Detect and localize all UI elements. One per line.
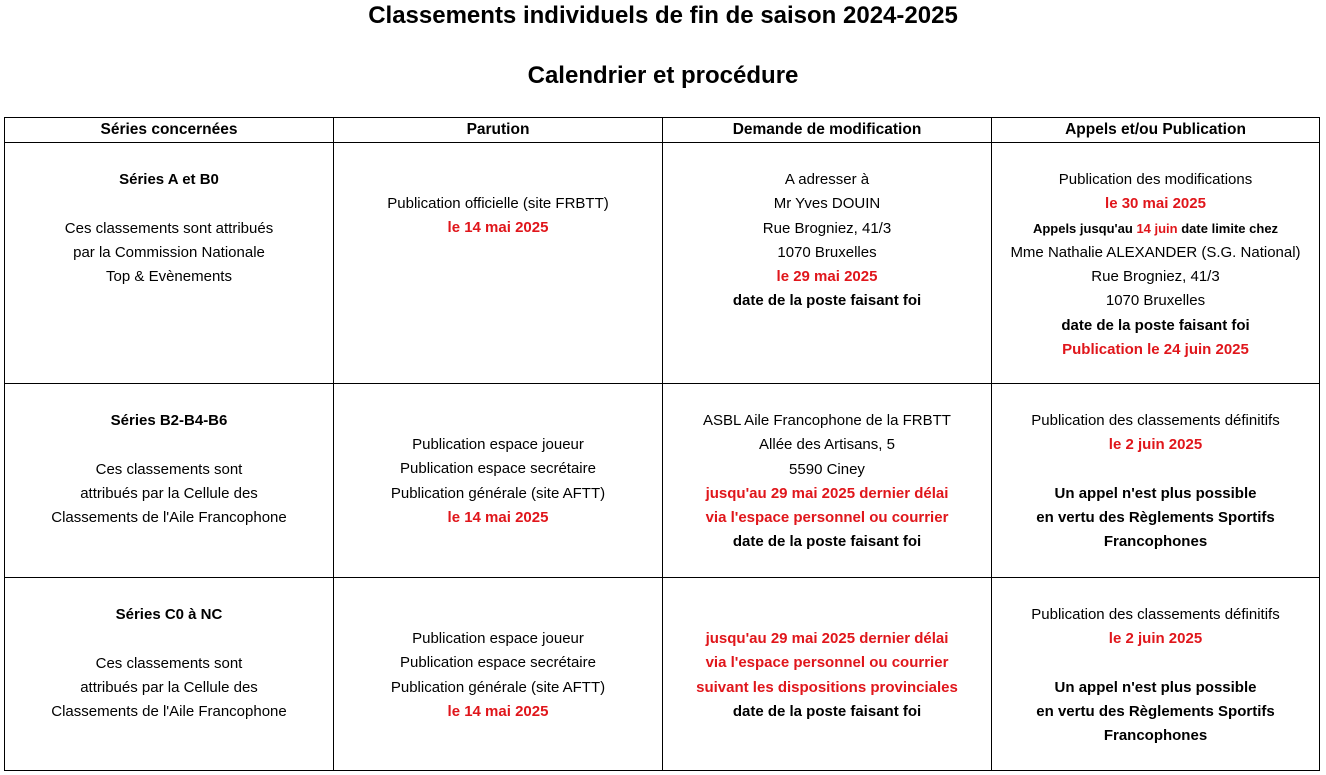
parution-line: Publication espace secrétaire — [400, 654, 596, 672]
demande-note: date de la poste faisant foi — [732, 533, 922, 551]
series-description-line: attribués par la Cellule des — [80, 678, 258, 696]
appels-date: le 30 mai 2025 — [1105, 195, 1206, 213]
appels-line: Mme Nathalie ALEXANDER (S.G. National) — [1010, 243, 1301, 261]
series-description-line: Ces classements sont attribués — [64, 219, 274, 237]
demande-deadline: jusqu'au 29 mai 2025 dernier délai — [705, 484, 949, 502]
appels-line: Publication des classements définitifs — [1031, 412, 1280, 429]
appels-line: 1070 Bruxelles — [1105, 292, 1206, 310]
appels-note: Un appel n'est plus possible — [1054, 678, 1257, 696]
demande-provincial: suivant les dispositions provinciales — [696, 678, 958, 696]
demande-line: Mr Yves DOUIN — [773, 195, 881, 213]
appels-deadline-suffix: date limite chez — [1177, 220, 1279, 236]
parution-line: Publication espace joueur — [412, 436, 584, 453]
series-name: Séries C0 à NC — [115, 606, 223, 623]
demande-channel: via l'espace personnel ou courrier — [705, 654, 949, 672]
parution-cell — [334, 384, 663, 578]
column-header-demande: Demande de modification — [663, 118, 992, 143]
series-description-line: Classements de l'Aile Francophone — [51, 509, 287, 527]
column-header-appels: Appels et/ou Publication — [992, 118, 1320, 143]
demande-line: 5590 Ciney — [789, 460, 865, 478]
demande-cell — [663, 578, 992, 771]
appels-line: Rue Brogniez, 41/3 — [1091, 268, 1220, 286]
table-header-row — [5, 118, 1320, 143]
table-row — [5, 384, 1320, 578]
parution-date: le 14 mai 2025 — [447, 702, 549, 720]
demande-channel: via l'espace personnel ou courrier — [705, 509, 949, 527]
demande-line: 1070 Bruxelles — [777, 243, 877, 261]
series-description-line: attribués par la Cellule des — [80, 484, 258, 502]
appels-line: Publication des classements définitifs — [1031, 606, 1280, 623]
series-description-line: Ces classements sont — [95, 654, 243, 672]
appels-date: le 2 juin 2025 — [1108, 436, 1203, 454]
parution-date: le 14 mai 2025 — [447, 219, 549, 237]
demande-note: date de la poste faisant foi — [732, 292, 922, 310]
demande-cell — [663, 143, 992, 384]
parution-line: Publication générale (site AFTT) — [390, 678, 606, 696]
appels-deadline-line — [992, 217, 1319, 241]
appels-note: Francophones — [1103, 533, 1208, 551]
parution-line: Publication officielle (site FRBTT) — [387, 195, 609, 212]
demande-line: Allée des Artisans, 5 — [759, 436, 895, 454]
series-name: Séries A et B0 — [119, 171, 219, 188]
column-header-parution: Parution — [334, 118, 663, 143]
parution-line: Publication générale (site AFTT) — [390, 484, 606, 502]
parution-line: Publication espace secrétaire — [400, 460, 596, 478]
series-cell — [5, 384, 334, 578]
parution-cell — [334, 578, 663, 771]
series-cell — [5, 578, 334, 771]
demande-note: date de la poste faisant foi — [732, 702, 922, 720]
appels-line: Publication des modifications — [1058, 171, 1253, 188]
series-description-line: Classements de l'Aile Francophone — [51, 703, 287, 721]
parution-line: Publication espace joueur — [412, 630, 584, 647]
demande-line: A adresser à — [784, 171, 870, 188]
demande-date: le 29 mai 2025 — [776, 268, 878, 286]
column-header-series: Séries concernées — [5, 118, 334, 143]
appels-date: le 2 juin 2025 — [1108, 630, 1203, 648]
series-cell — [5, 143, 334, 384]
series-description-line: Top & Evènements — [106, 268, 232, 286]
appels-publication-date: Publication le 24 juin 2025 — [1062, 341, 1249, 359]
appels-note: en vertu des Règlements Sportifs — [1036, 509, 1275, 527]
page-subtitle: Calendrier et procédure — [527, 62, 799, 89]
appels-deadline-prefix: Appels jusqu'au — [1032, 220, 1137, 236]
parution-cell — [334, 143, 663, 384]
table-row — [5, 143, 1320, 384]
table-row — [5, 578, 1320, 771]
appels-cell — [992, 143, 1320, 384]
parution-date: le 14 mai 2025 — [447, 508, 549, 526]
demande-cell — [663, 384, 992, 578]
series-name: Séries B2-B4-B6 — [110, 412, 228, 429]
series-description-line: Ces classements sont — [95, 460, 243, 478]
appels-cell — [992, 578, 1320, 771]
page-title: Classements individuels de fin de saison 2024-2025 — [368, 2, 958, 29]
appels-note: en vertu des Règlements Sportifs — [1036, 703, 1275, 721]
appels-note: date de la poste faisant foi — [1061, 316, 1250, 334]
appels-deadline-date: 14 juin — [1136, 220, 1178, 236]
appels-note: Un appel n'est plus possible — [1054, 484, 1257, 502]
calendar-table — [4, 117, 1320, 771]
demande-line: Rue Brogniez, 41/3 — [762, 219, 892, 237]
series-description-line: par la Commission Nationale — [73, 243, 265, 261]
appels-note: Francophones — [1103, 727, 1208, 745]
demande-line: ASBL Aile Francophone de la FRBTT — [703, 412, 951, 429]
demande-deadline: jusqu'au 29 mai 2025 dernier délai — [705, 630, 949, 647]
appels-cell — [992, 384, 1320, 578]
